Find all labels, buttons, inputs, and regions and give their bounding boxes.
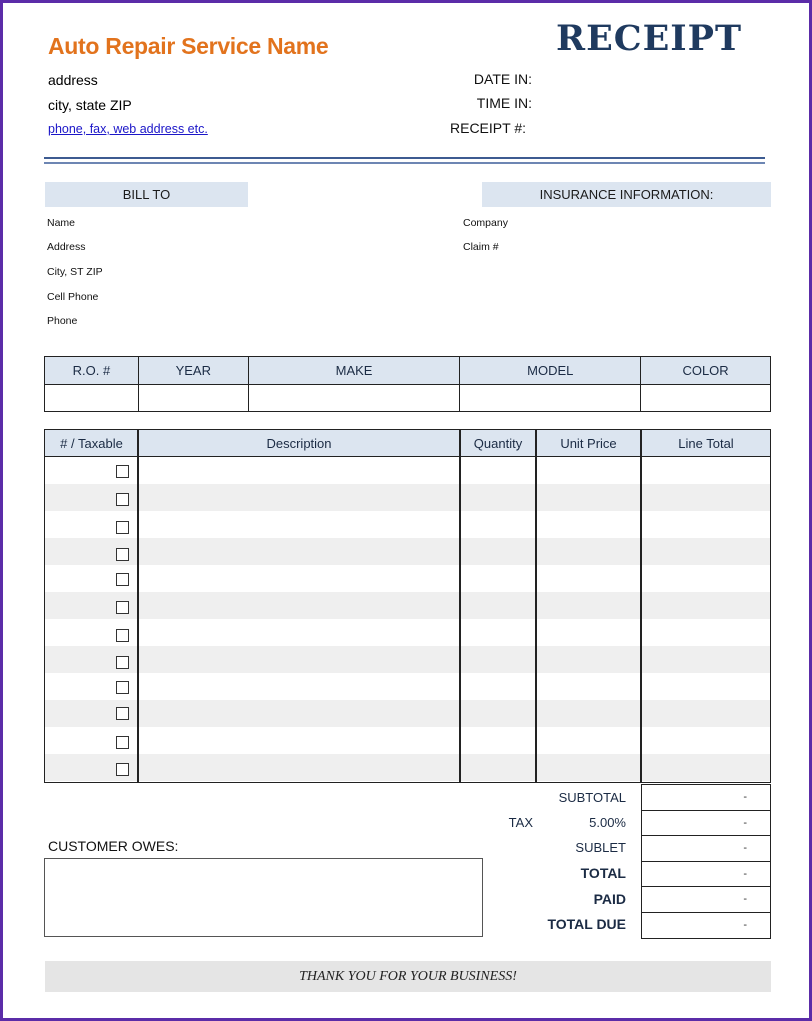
total-due-label: TOTAL DUE [547,916,626,932]
tax-label: TAX [508,815,533,830]
paid-label: PAID [593,891,626,907]
customer-owes-label: CUSTOMER OWES: [48,838,179,854]
thank-you-footer: THANK YOU FOR YOUR BUSINESS! [45,961,771,992]
make-cell[interactable] [248,385,460,412]
color-cell[interactable] [641,385,771,412]
color-header: COLOR [641,357,771,385]
table-row [45,754,770,781]
model-header: MODEL [460,357,641,385]
taxable-checkbox[interactable] [116,521,129,534]
contact-link[interactable]: phone, fax, web address etc. [48,122,208,136]
company-name: Auto Repair Service Name [48,33,329,59]
taxable-checkbox[interactable] [116,573,129,586]
total-label: TOTAL [580,865,626,881]
line-items-table [44,429,771,783]
vehicle-table [44,356,771,412]
header-divider-secondary [44,162,765,164]
header-divider [44,157,765,159]
line-items-header [45,430,770,457]
table-row [45,646,770,673]
company-address: address [48,72,98,88]
totals-box [641,784,771,939]
date-in-label: DATE IN: [473,71,532,87]
bill-to-header: BILL TO [45,182,248,207]
taxable-checkbox[interactable] [116,629,129,642]
model-cell[interactable] [460,385,641,412]
column-divider [137,430,139,782]
taxable-checkbox[interactable] [116,736,129,749]
bill-to-city-label: City, ST ZIP [47,266,103,278]
description-header: Description [266,436,332,451]
insurance-header: INSURANCE INFORMATION: [482,182,771,207]
insurance-claim-label: Claim # [463,241,499,253]
taxable-checkbox[interactable] [116,601,129,614]
taxable-checkbox[interactable] [116,656,129,669]
table-row [45,592,770,619]
bill-to-cell-phone-label: Cell Phone [47,291,99,303]
quantity-header: Quantity [473,436,523,451]
make-header: MAKE [248,357,460,385]
bill-to-name-label: Name [47,217,76,229]
taxable-checkbox[interactable] [116,465,129,478]
sublet-label: SUBLET [575,840,626,855]
subtotal-label: SUBTOTAL [558,790,626,805]
year-cell[interactable] [138,385,248,412]
taxable-checkbox[interactable] [116,707,129,720]
column-divider [535,430,537,782]
taxable-checkbox[interactable] [116,763,129,776]
table-row [45,700,770,727]
ro-number-cell[interactable] [45,385,139,412]
line-total-header: Line Total [678,436,734,451]
paid-value: - [642,887,770,913]
taxable-checkbox[interactable] [116,681,129,694]
customer-owes-box[interactable] [44,858,483,937]
tax-value: - [642,811,770,837]
table-row [45,538,770,565]
number-taxable-header: # / Taxable [60,436,123,451]
receipt-title: RECEIPT [556,18,743,59]
unit-price-header: Unit Price [560,436,617,451]
bill-to-address-label: Address [47,241,86,253]
insurance-company-label: Company [463,217,508,229]
receipt-number-label: RECEIPT #: [450,120,526,136]
total-due-value: - [743,918,747,931]
bill-to-phone-label: Phone [47,315,78,327]
tax-rate: 5.00% [589,815,626,830]
column-divider [459,430,461,782]
year-header: YEAR [138,357,248,385]
time-in-label: TIME IN: [476,95,532,111]
taxable-checkbox[interactable] [116,493,129,506]
subtotal-value: - [642,785,770,811]
column-divider [640,430,642,782]
ro-number-header: R.O. # [45,357,139,385]
taxable-checkbox[interactable] [116,548,129,561]
sublet-value: - [642,836,770,862]
total-value: - [642,862,770,888]
company-city-state-zip: city, state ZIP [48,97,132,113]
table-row [45,484,770,511]
